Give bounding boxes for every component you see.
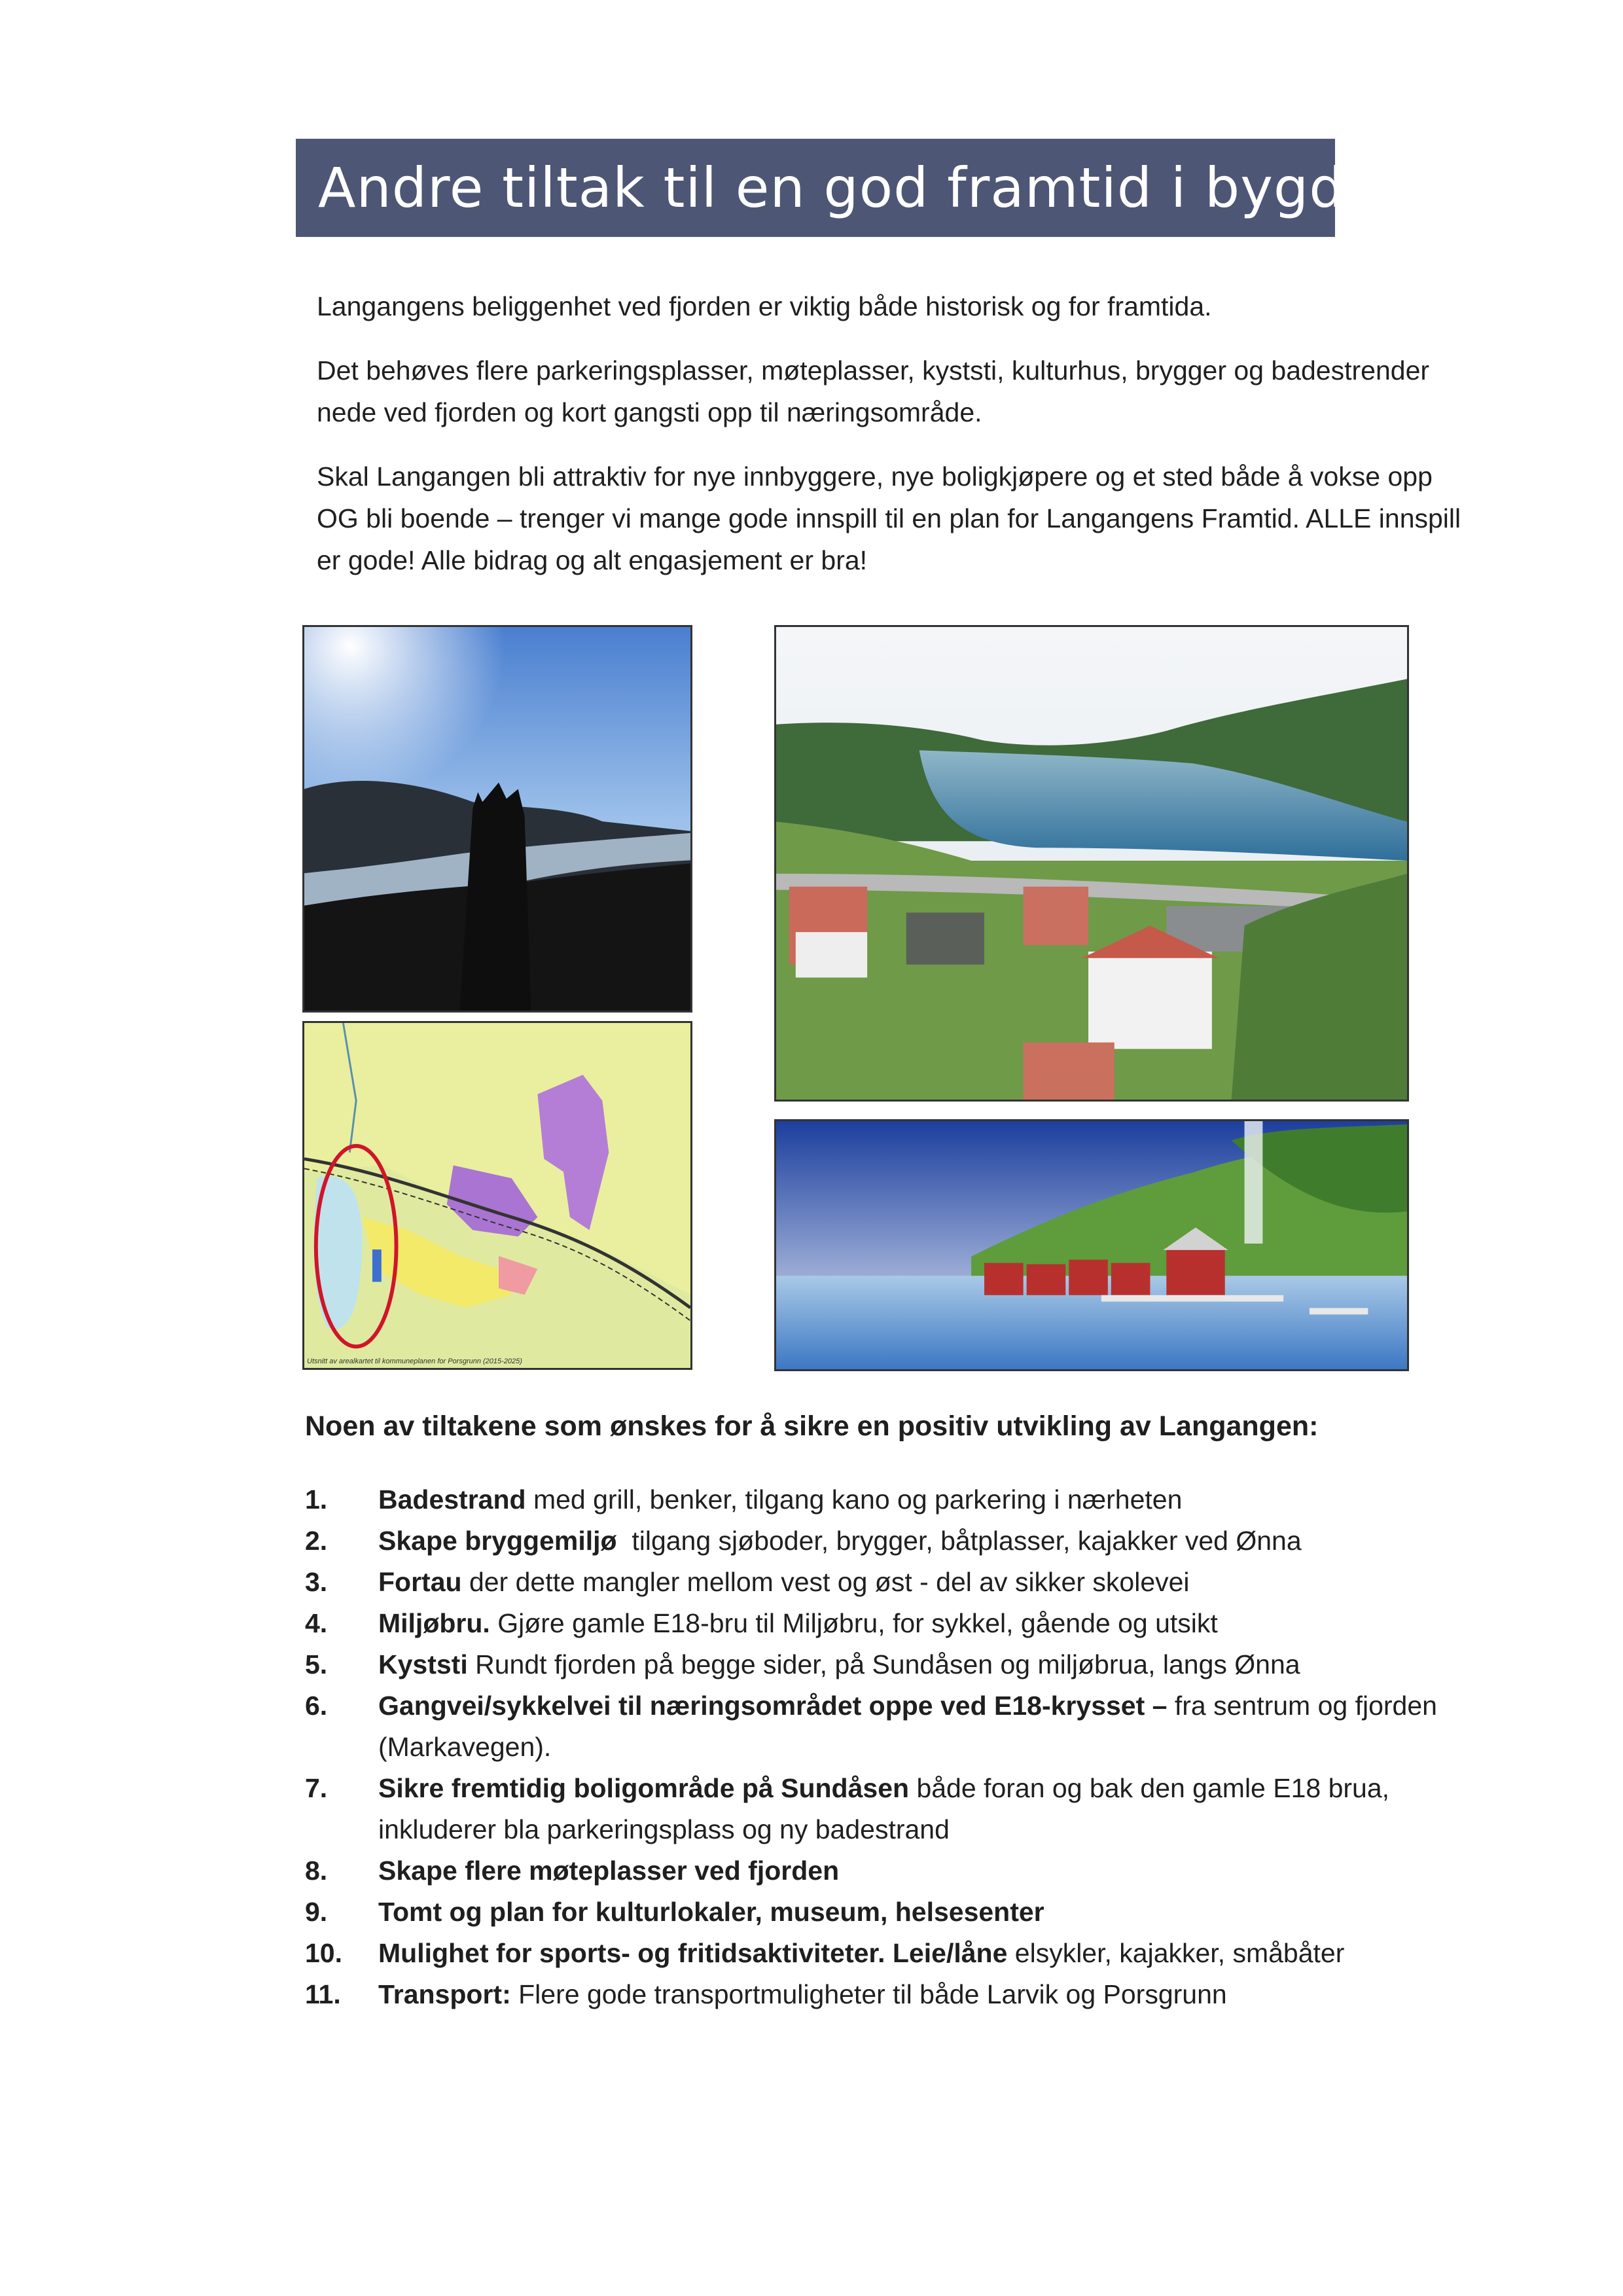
list-item: 4. Miljøbru. Gjøre gamle E18-bru til Miljøbru, for sykkel, gående og utsikt xyxy=(305,1608,1218,1638)
list-item: 11. Transport: Flere gode transportmuligheter til både Larvik og Porsgrunn xyxy=(305,1979,1227,2009)
list-item: 8. Skape flere møteplasser ved fjorden xyxy=(305,1856,840,1886)
list-item: 7. Sikre fremtidig boligområde på Sundåsen både foran og bak den gamle E18 brua, inkluderer bla parkeringsplass og ny badestrand xyxy=(305,1773,1390,1844)
boathouse-illustration xyxy=(774,1119,1409,1371)
zoning-map xyxy=(302,1021,692,1370)
map-caption: Utsnitt av arealkartet til kommuneplanen for Porsgrunn (2015-2025) xyxy=(307,1357,522,1365)
fjord-silhouette-photo xyxy=(302,625,692,1013)
intro-paragraph: Langangens beliggenhet ved fjorden er viktig både historisk og for framtida. xyxy=(317,291,1212,321)
list-item: 1. Badestrand med grill, benker, tilgang kano og parkering i nærheten xyxy=(305,1484,1183,1515)
list-item: 6. Gangvei/sykkelvei til næringsområdet oppe ved E18-krysset – fra sentrum og fjorden (Markavegen). xyxy=(305,1691,1437,1762)
list-item: 10. Mulighet for sports- og fritidsaktiviteter. Leie/låne elsykler, kajakker, småbåter xyxy=(305,1938,1345,1968)
intro-paragraph: Skal Langangen bli attraktiv for nye innbyggere, nye boligkjøpere og et sted både å vokse opp OG bli boende – trenger vi mange gode innspill til en plan for Langangens Framtid. ALLE innspill er gode! Alle bidrag og alt engasjement er bra! xyxy=(317,461,1461,575)
measures-list xyxy=(305,1479,1483,2015)
aerial-fjord-photo xyxy=(774,625,1409,1102)
intro-text xyxy=(317,285,1469,603)
list-heading: Noen av tiltakene som ønskes for å sikre en positiv utvikling av Langangen: xyxy=(305,1410,1319,1442)
list-item: 5. Kyststi Rundt fjorden på begge sider, på Sundåsen og miljøbrua, langs Ønna xyxy=(305,1649,1300,1679)
list-item: 2. Skape bryggemiljø tilgang sjøboder, brygger, båtplasser, kajakker ved Ønna xyxy=(305,1526,1302,1556)
list-item: 9. Tomt og plan for kulturlokaler, museum, helsesenter xyxy=(305,1897,1044,1927)
page-title: Andre tiltak til en god framtid i bygda xyxy=(318,156,1380,220)
intro-paragraph: Det behøves flere parkeringsplasser, møteplasser, kyststi, kulturhus, brygger og badestrender nede ved fjorden og kort gangsti opp til næringsområde. xyxy=(317,355,1430,427)
title-banner xyxy=(296,139,1380,237)
list-item: 3. Fortau der dette mangler mellom vest og øst - del av sikker skolevei xyxy=(305,1567,1190,1597)
